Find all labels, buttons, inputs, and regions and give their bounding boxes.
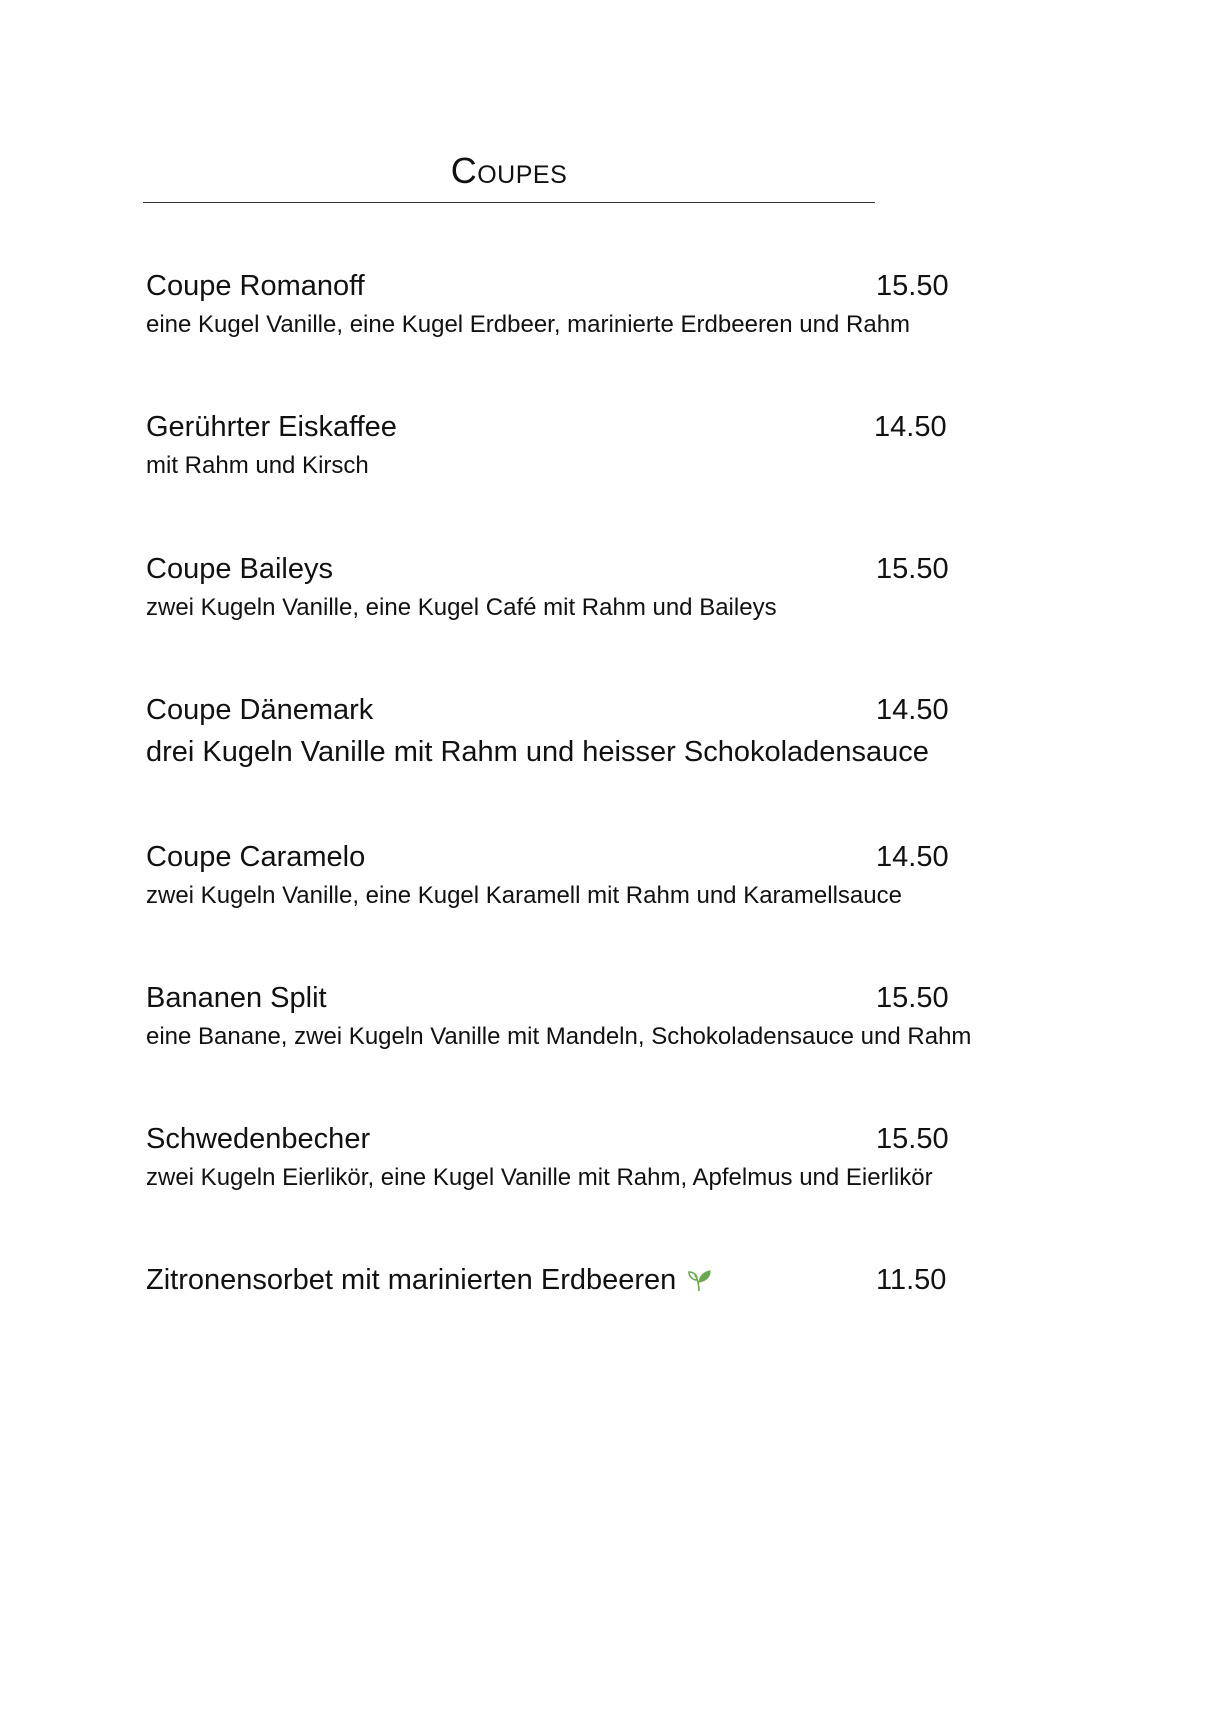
item-price: 11.50 [876,1264,947,1296]
item-name: Gerührter Eiskaffee [146,411,397,443]
item-price: 15.50 [876,1123,949,1155]
item-name: Coupe Caramelo [146,841,366,873]
item-name-with-icon [146,1258,712,1302]
item-name: Coupe Romanoff [146,270,365,302]
item-description: zwei Kugeln Vanille, eine Kugel Karamell mit Rahm und Karamellsauce [146,882,902,909]
item-description: zwei Kugeln Vanille, eine Kugel Café mit Rahm und Baileys [146,594,777,621]
menu-item [146,1258,1106,1302]
item-price: 15.50 [876,982,949,1014]
item-name: Coupe Baileys [146,553,333,585]
item-name: Schwedenbecher [146,1123,371,1155]
item-name: Bananen Split [146,982,327,1014]
vegan-leaf-icon [686,1267,712,1293]
item-price: 14.50 [876,841,949,873]
menu-item [146,835,1106,909]
item-description: eine Kugel Vanille, eine Kugel Erdbeer, marinierte Erdbeeren und Rahm [146,311,911,338]
item-name: Zitronensorbet mit marinierten Erdbeeren [146,1264,677,1296]
item-price: 15.50 [876,553,949,585]
menu-item [146,688,1106,768]
menu-item [146,976,1106,1050]
item-description: mit Rahm und Kirsch [146,452,369,479]
menu-item [146,1117,1106,1191]
item-price: 14.50 [874,411,947,443]
item-price: 14.50 [876,694,949,726]
heading-divider [143,202,875,203]
section-heading: Coupes [450,150,568,191]
item-description: drei Kugeln Vanille mit Rahm und heisser Schokoladensauce [146,736,929,768]
menu-item [146,264,1106,338]
item-description: zwei Kugeln Eierlikör, eine Kugel Vanille mit Rahm, Apfelmus und Eierlikör [146,1164,933,1191]
item-description: eine Banane, zwei Kugeln Vanille mit Mandeln, Schokoladensauce und Rahm [146,1023,972,1050]
item-price: 15.50 [876,270,949,302]
item-name: Coupe Dänemark [146,694,374,726]
menu-item [146,405,1106,479]
menu-item [146,547,1106,621]
